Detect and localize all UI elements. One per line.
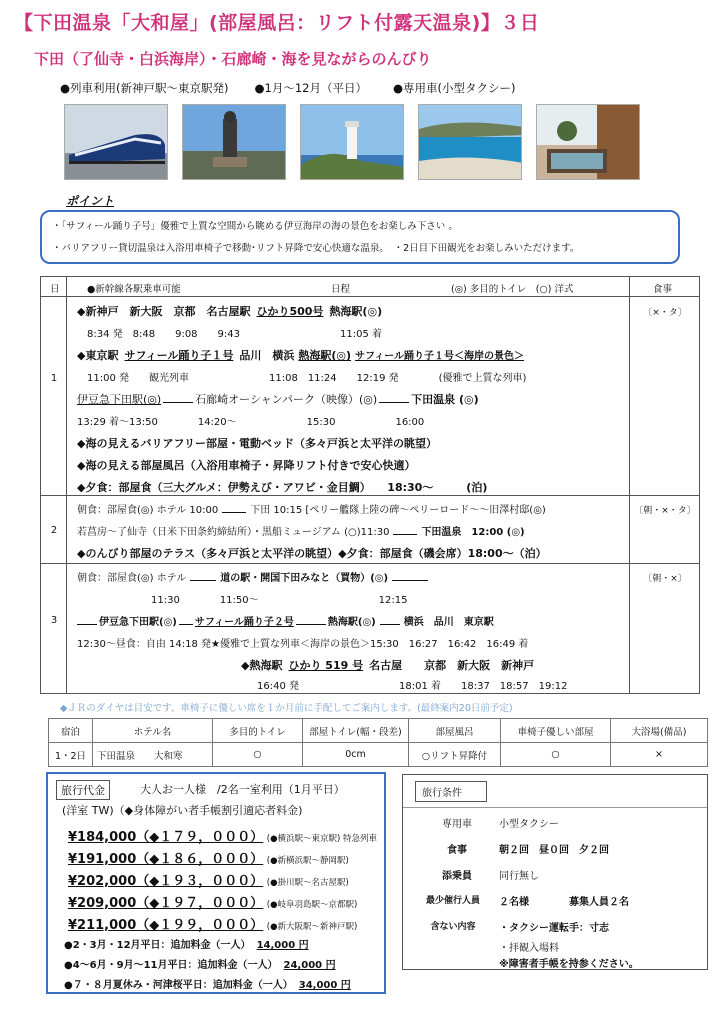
- day-3-line-3: 伊豆急下田駅(◎) サフィール踊り子２号 熱海駅(◎) 横浜 品川 東京駅: [77, 613, 494, 628]
- day-1-line-4: 11:00 発 観光列車 11:08 11:24 12:19 発 (優雅で上質な列車): [87, 373, 527, 384]
- beach-photo: [418, 104, 522, 180]
- day-2-line-2: 若菖房～了仙寺（日米下田条約締結所）・黒船ミュージアム (○)11:30 下田温泉 12:00 (◎): [77, 527, 525, 538]
- hotel-cell-room-toilet: 0cm: [303, 743, 409, 767]
- day-1-meal: 〔×・タ〕: [643, 308, 687, 318]
- conditions-label: 旅行条件: [415, 781, 487, 802]
- price-row-2: ¥191,000（◆１８６，０００） (●新横浜駅～静岡駅): [68, 852, 349, 867]
- tag-train: ●列車利用(新神戸駅～東京駅発): [60, 81, 229, 95]
- day-1-line-1: ◆新神戸 新大阪 京都 名古屋駅 ひかり500号 熱海駅(◎): [77, 305, 383, 318]
- price-box: [46, 772, 386, 994]
- page-title: 【下田温泉「大和屋」(部屋風呂：リフト付露天温泉)】３日: [14, 12, 540, 34]
- day-3-number: 3: [50, 615, 58, 626]
- cond-key-3: 添乗員: [442, 871, 472, 882]
- price-label: 旅行代金: [56, 780, 110, 800]
- hotel-col-room-toilet: 部屋トイレ(幅・段差): [303, 719, 409, 743]
- hotel-table-row: [49, 743, 708, 767]
- cond-key-4: 最少催行人員: [425, 896, 480, 906]
- price-basis: 大人お一人様 /2名一室利用（1月平日）: [140, 783, 345, 796]
- day-2-line-1: 朝食：部屋食(◎) ホテル 10:00 下田 10:15 [ペリー艦隊上陸の碑～ペリーロード～～旧澤村邸(◎): [77, 505, 546, 516]
- header-schedule: 日程: [331, 284, 351, 295]
- cond-extra-1: ・拝観入場料: [499, 943, 559, 954]
- header-toilet: (◎) 多目的トイレ (○) 洋式: [451, 284, 574, 295]
- price-row-4: ¥209,000（◆１９７，０００） (●岐阜羽島駅～京都駅): [68, 896, 358, 911]
- tag-vehicle: ●専用車(小型タクシー): [393, 81, 516, 95]
- hotel-cell-name: 下田温泉 大和寒: [93, 743, 213, 767]
- header-day: 日: [50, 284, 60, 295]
- day-1-line-5: 伊豆急下田駅(◎) 石廊崎オーシャンパーク（映像）(◎) 下田温泉 (◎): [77, 393, 479, 406]
- day-1-line-7: ◆海の見えるバリアフリー部屋・電動ベッド（多々戸浜と太平洋の眺望）: [77, 437, 438, 450]
- cond-val-3: 同行無し: [499, 871, 539, 882]
- day-divider-1: [41, 495, 699, 496]
- cond-key-2: 食事: [447, 845, 467, 856]
- meal-column-divider: [629, 277, 630, 693]
- extra-fee-2: ●4～6月・9月～11月平日：追加料金（一人） 24,000 円: [64, 960, 336, 971]
- cond-val-2: 朝２回 昼０回 夕２回: [499, 845, 609, 856]
- day-1-number: 1: [50, 373, 58, 384]
- day-3-line-5: ◆熱海駅 ひかり 519 号 名古屋 京都 新大阪 新神戸: [241, 659, 535, 672]
- hotel-cell-stay: 1・2日: [49, 743, 93, 767]
- hotel-table: [48, 718, 708, 767]
- hotel-table-header: [49, 719, 708, 743]
- price-row-3: ¥202,000（◆１９３，０００） (●掛川駅～名古屋駅): [68, 874, 349, 889]
- cond-key-1: 専用車: [442, 819, 472, 830]
- tour-tags: [60, 80, 516, 96]
- extra-fee-1: ●2・3月・12月平日：追加料金（一人） 14,000 円: [64, 940, 309, 951]
- point-line-2: ・バリアフリー貸切温泉は入浴用車椅子で移動･リフト昇降で安心快適な温泉。 ・2日目下田観光をお楽しみいただけます。: [52, 243, 580, 254]
- hotel-cell-room-bath: ○リフト昇降付: [409, 743, 501, 767]
- page-subtitle: 下田（了仙寺・白浜海岸）・石廊崎・海を見ながらのんびり: [34, 50, 432, 68]
- conditions-box: [402, 774, 708, 970]
- point-heading: ポイント: [66, 194, 115, 208]
- day-1-line-9: ◆夕食：部屋食（三大グルメ：伊勢えび・アワビ・金目鯛） 18:30～ (泊): [77, 481, 488, 494]
- hotel-col-toilet: 多目的トイレ: [213, 719, 303, 743]
- header-meal: 食事: [653, 284, 673, 295]
- cond-extra-2: ※障害者手帳を持参ください。: [499, 959, 639, 970]
- day-3-line-4: 12:30～昼食：自由 14:18 発★優雅で上質な列車＜海岸の景色＞15:30 16:27 16:42 16:49 着: [77, 639, 529, 650]
- schedule-note: ◆ＪＲのダイヤは目安です、車椅子に優しい席を１か月前に手配してご案内します。(最終案内20日前予定): [60, 703, 513, 714]
- statue-coast-photo: [182, 104, 286, 180]
- day-3-meal: 〔朝・×〕: [643, 574, 687, 584]
- price-row-5: ¥211,000（◆１９９，０００） (●新大阪駅～新神戸駅): [68, 918, 358, 933]
- hotel-col-stay: 宿泊: [49, 719, 93, 743]
- hotel-cell-bath: ×: [611, 743, 708, 767]
- day-3-line-2: 11:30 11:50～ 12:15: [151, 595, 408, 606]
- cond-key-5: 含ない内容: [430, 922, 476, 932]
- open-air-bath-photo: [536, 104, 640, 180]
- lighthouse-photo: [300, 104, 404, 180]
- day-1-line-8: ◆海の見える部屋風呂（入浴用車椅子・昇降リフト付きで安心快適）: [77, 459, 416, 472]
- hotel-cell-toilet: ○: [213, 743, 303, 767]
- day-1-line-3: ◆東京駅 サフィール踊り子１号 品川 横浜 熱海駅(◎) サフィール踊り子１号＜海岸の景色＞: [77, 349, 525, 362]
- hotel-cell-wheelchair: ○: [501, 743, 611, 767]
- day-divider-2: [41, 563, 699, 564]
- hotel-col-room-bath: 部屋風呂: [409, 719, 501, 743]
- hotel-col-name: ホテル名: [93, 719, 213, 743]
- point-box: [40, 210, 680, 264]
- cond-val-5: ・タクシー運転手：寸志: [499, 923, 609, 934]
- day-3-line-6: 16:40 発 18:01 着 18:37 18:57 19:12: [257, 681, 568, 692]
- tag-season: ●1月～12月（平日）: [254, 81, 367, 95]
- hotel-col-bath: 大浴場(備品): [611, 719, 708, 743]
- day-1-line-2: 8:34 発 8:48 9:08 9:43 11:05 着: [87, 329, 382, 340]
- cond-val-1: 小型タクシー: [499, 819, 559, 830]
- price-room-type: (洋室 TW)（◆身体障がい者手帳割引適応者料金): [62, 804, 303, 817]
- header-shinkansen: ●新幹線各駅乗車可能: [87, 284, 181, 295]
- day-3-line-1: 朝食：部屋食(◎) ホテル 道の駅・開国下田みなと（買物）(◎): [77, 569, 428, 584]
- extra-fee-3: ●７・８月夏休み・河津桜平日：追加料金（一人） 34,000 円: [64, 980, 351, 991]
- itinerary-header: [41, 277, 699, 297]
- hotel-col-wheelchair: 車椅子優しい部屋: [501, 719, 611, 743]
- itinerary-table: [40, 276, 700, 694]
- price-row-1: ¥184,000（◆１７９，０００） (●横浜駅～東京駅) 特急列車: [68, 830, 378, 845]
- day-2-meal: 〔朝・×・タ〕: [634, 506, 696, 516]
- day-2-line-3: ◆のんびり部屋のテラス（多々戸浜と太平洋の眺望）◆夕食：部屋食（磯会席）18:00～（泊）: [77, 547, 547, 560]
- day-1-line-6: 13:29 着～13:50 14:20～ 15:30 16:00: [77, 417, 425, 428]
- point-line-1: ・「サフィール踊り子号」優雅で上質な空間から眺める伊豆海岸の海の景色をお楽しみ下さい 。: [52, 221, 458, 232]
- photo-strip: [64, 104, 640, 180]
- train-photo: [64, 104, 168, 180]
- day-column: [41, 277, 67, 693]
- day-2-number: 2: [50, 525, 58, 536]
- cond-val-4: ２名様 募集人員２名: [499, 897, 629, 908]
